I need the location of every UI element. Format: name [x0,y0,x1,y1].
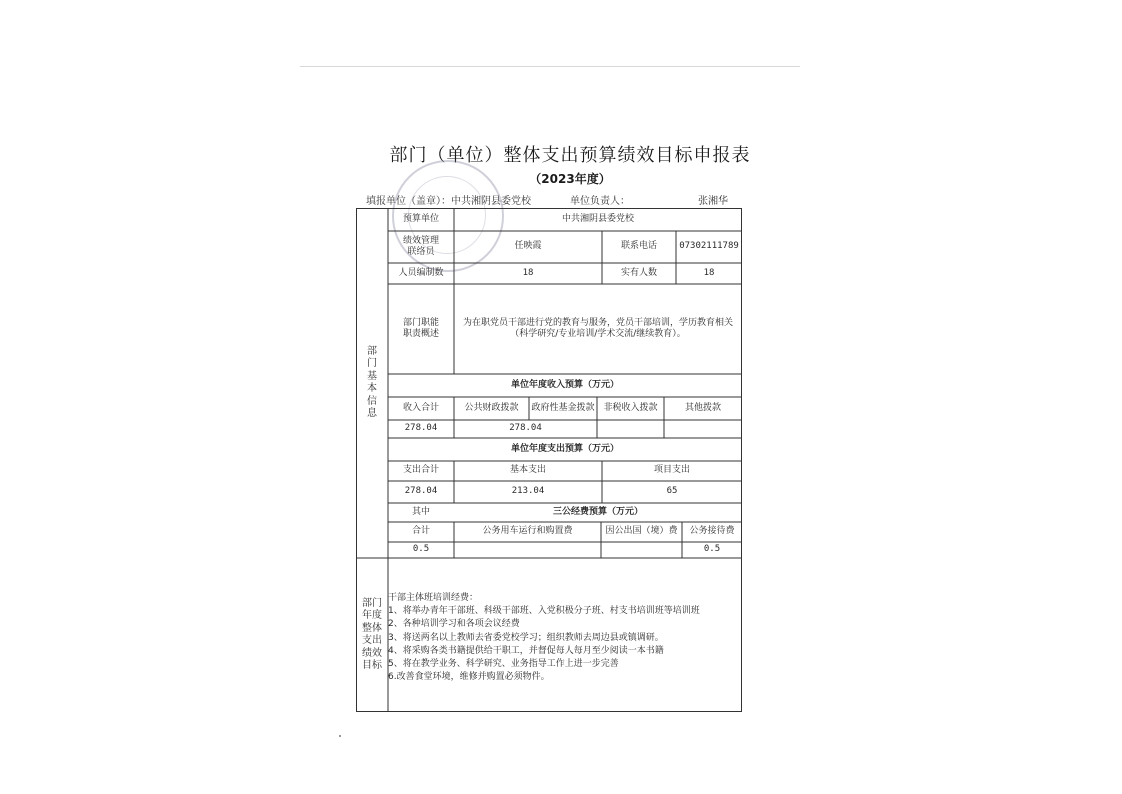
income-col-public-finance: 公共财政拨款 [464,402,519,413]
income-col-total: 收入合计 [402,402,439,413]
staff-quota-value: 18 [522,267,534,278]
section-basic-info [356,208,388,558]
income-col-non-tax: 非税收入拨款 [603,402,658,413]
staff-actual-value: 18 [703,267,715,278]
section-annual-goals [356,558,388,712]
three-public-col-reception: 公务接待费 [689,526,735,537]
budget-declaration-table [356,208,742,712]
income-public-finance-value: 278.04 [509,423,542,434]
expense-basic-value: 213.04 [511,486,545,497]
three-public-col-total: 合计 [411,526,430,537]
unit-head-label: 单位负责人： [570,196,630,207]
budget-unit-label: 预算单位 [402,213,439,224]
duty-description: 为在职党员干部进行党的教育与服务，党员干部培训，学历教育相关（科学研究/专业培训/学术交流/继续教育）。 [462,317,733,339]
contact-person-value: 任映霞 [514,241,542,252]
goal-line: 5、将在教学业务、科学研究、业务指导工作上进一步完善 [388,659,619,670]
phone-value: 07302111789 [679,241,739,252]
expense-budget-header: 单位年度支出预算（万元） [510,443,619,454]
budget-unit-value: 中共湘阴县委党校 [561,213,634,224]
duty-label-text: 部门职能职责概述 [402,317,439,339]
contact-person-label [388,231,454,263]
goal-line: 4、将采购各类书籍提供给干职工，并督促每人每月至少阅读一本书籍 [388,645,664,656]
fill-unit-label: 填报单位（盖章）：中共湘阴县委党校 [366,196,531,207]
expense-col-total: 支出合计 [402,465,439,476]
scan-speck [339,735,341,737]
three-public-header: 三公经费预算（万元） [552,506,643,517]
three-public-reception-value: 0.5 [703,544,721,555]
goal-line: 2、各种培训学习和各项会议经费 [388,619,520,630]
contact-person-label-text: 绩效管理联络员 [402,235,439,257]
section-annual-goals-label: 部门年度整体支出绩效目标 [362,597,382,671]
goal-line: 干部主体班培训经费： [388,593,479,603]
annual-goals-list [388,586,740,710]
among-which-label: 其中 [411,506,430,517]
expense-total-value: 278.04 [404,486,438,497]
expense-col-basic: 基本支出 [509,465,546,476]
document-year: （2023年度） [529,172,611,186]
staff-actual-label: 实有人数 [620,267,657,278]
income-col-gov-fund: 政府性基金拨款 [531,402,595,413]
three-public-total-value: 0.5 [412,544,430,555]
expense-project-value: 65 [666,486,678,497]
duty-label [388,284,454,374]
income-budget-header: 单位年度收入预算（万元） [510,379,619,390]
three-public-col-abroad: 因公出国（境）费 [605,526,678,537]
staff-quota-label: 人员编制数 [398,267,444,278]
unit-head-value: 张湘华 [698,196,728,207]
scan-edge-line [300,66,800,67]
three-public-col-vehicle: 公务用车运行和购置费 [482,526,573,537]
income-col-other: 其他拨款 [684,402,721,413]
phone-label: 联系电话 [620,241,657,252]
goal-line: 3、将送两名以上教师去省委党校学习；组织教师去周边县或镇调研。 [388,632,664,643]
income-total-value: 278.04 [404,423,438,434]
goal-line: 1、将举办青年干部班、科级干部班、入党积极分子班、村支书培训班等培训班 [388,606,700,617]
document-title: 部门（单位）整体支出预算绩效目标申报表 [389,145,751,166]
section-basic-info-label: 部门基本信息 [367,345,377,419]
goal-line: 6.改善食堂环境，维修并购置必须物件。 [388,672,550,683]
expense-col-project: 项目支出 [653,465,690,476]
